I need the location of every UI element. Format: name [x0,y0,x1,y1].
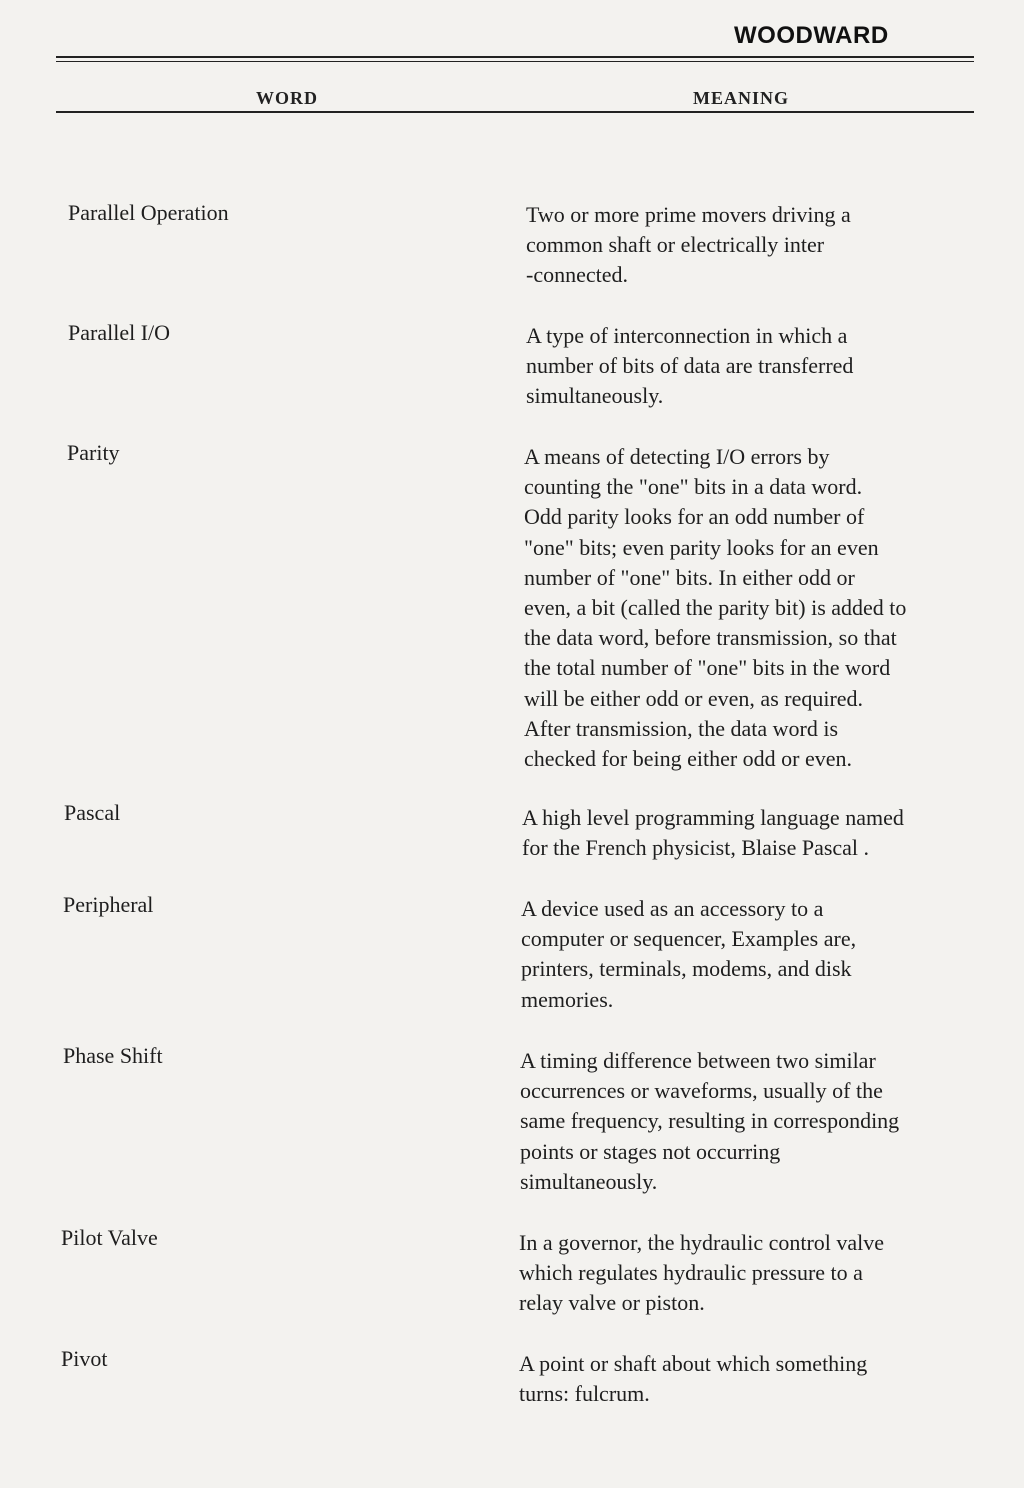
woodward-logo: WOODWARD [734,22,889,49]
glossary-definition: A point or shaft about which something turns: fulcrum. [519,1351,868,1407]
glossary-term: Peripheral [63,892,154,917]
header-rule [56,111,974,113]
glossary-definition: A device used as an accessory to a computer or sequencer, Examples are, printers, terminals, modems, and disk memories. [521,896,857,1012]
glossary-term: Parity [67,440,120,465]
glossary-definition: A type of interconnection in which a number of bits of data are transferred simultaneously. [526,323,854,409]
column-header-meaning: MEANING [693,88,789,108]
glossary-term: Pivot [61,1346,108,1371]
glossary-definition: A high level programming language named for the French physicist, Blaise Pascal . [522,805,904,861]
glossary-definition: In a governor, the hydraulic control valve which regulates hydraulic pressure to a relay valve or piston. [519,1230,885,1316]
glossary-definition: Two or more prime movers driving a common shaft or electrically inter -connected. [526,202,851,288]
glossary-term: Pilot Valve [61,1225,158,1250]
glossary-term: Phase Shift [63,1043,163,1068]
glossary-term: Pascal [64,800,121,825]
glossary-term: Parallel Operation [68,200,229,225]
glossary-definition: A means of detecting I/O errors by counting the "one" bits in a data word. Odd parity looks for an odd number of "one" bits; even parity looks for an even number of "one" bits. In either odd or even, a bit (called the parity bit) is added to the data word, before transmission, so that the total number of "one" bits in the word will be either odd or even, as required. After transmission, the data word is checked for being either odd or even. [524,444,907,772]
column-header-word: WORD [256,88,318,108]
glossary-term: Parallel I/O [68,320,171,345]
glossary-definition: A timing difference between two similar occurrences or waveforms, usually of the same frequency, resulting in corresponding points or stages not occurring simultaneously. [520,1048,900,1194]
top-rule [56,56,974,58]
top-rule-thin [56,61,974,62]
